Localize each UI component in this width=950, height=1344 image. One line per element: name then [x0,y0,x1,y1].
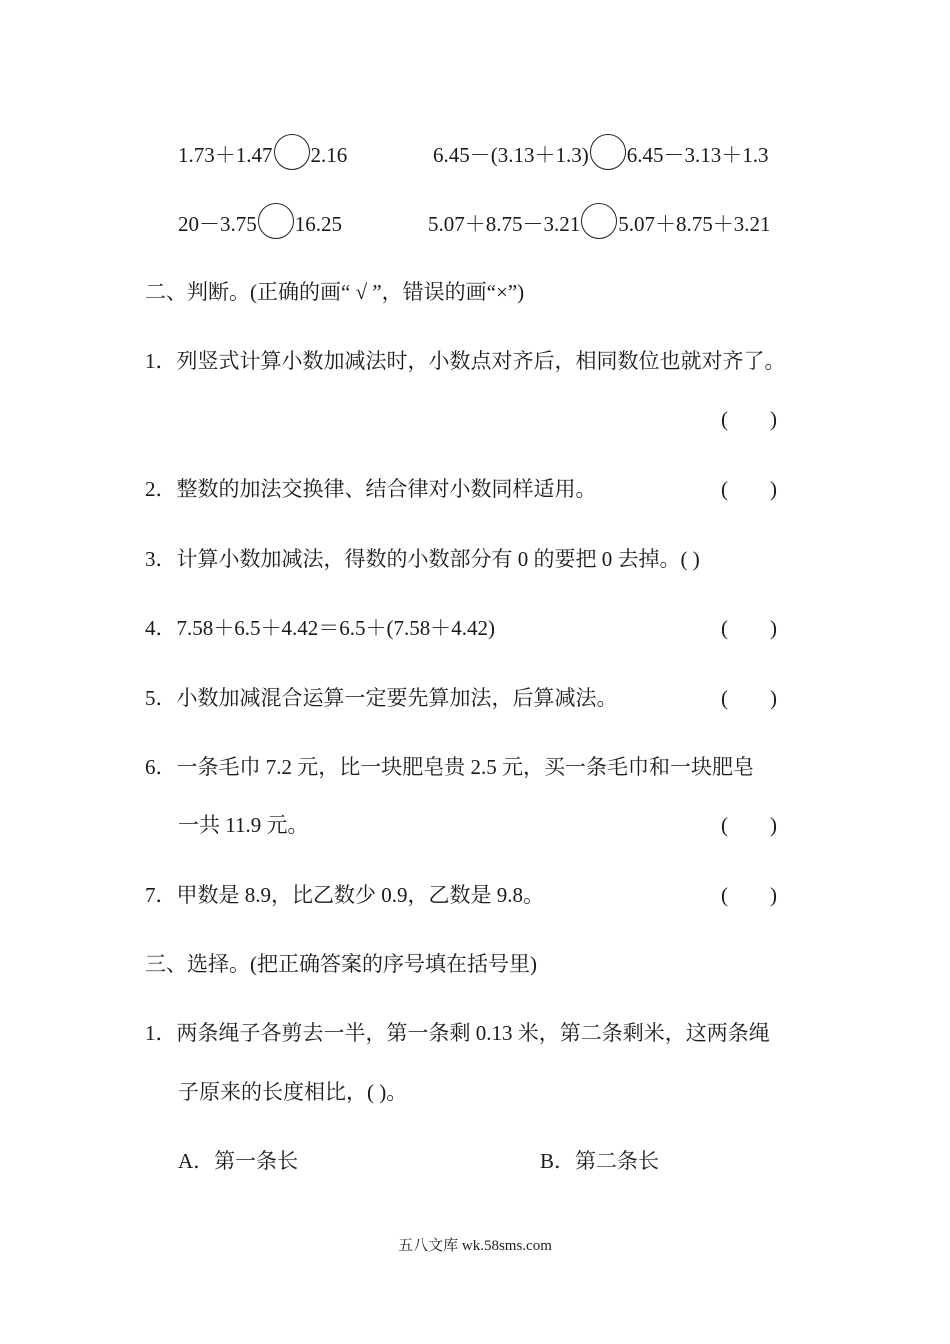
answer-paren-6[interactable]: ( ) [721,813,777,837]
answer-paren-1[interactable]: ( ) [721,407,777,431]
comparison-row2-right [428,210,771,239]
judge-item-4: 4．7.58＋6.5＋4.42＝6.5＋(7.58＋4.42) [145,616,495,640]
expr: 1.73＋1.47 [178,143,273,167]
section-heading-judge: 二、判断。(正确的画“ √ ”，错误的画“×”) [145,280,525,304]
expr: 5.07＋8.75＋3.21 [618,212,771,236]
comparison-row2-left [178,210,342,239]
compare-circle-blank [590,134,626,170]
comparison-row1-left [178,141,347,170]
choice-question-1-continued: 子原来的长度相比，( )。 [178,1080,408,1104]
judge-item-5: 5．小数加减混合运算一定要先算加法，后算减法。 [145,686,618,710]
section-heading-choice: 三、选择。(把正确答案的序号填在括号里) [145,952,537,976]
compare-circle-blank [581,203,617,239]
expr: 5.07＋8.75－3.21 [428,212,581,236]
compare-circle-blank [258,203,294,239]
judge-item-2: 2．整数的加法交换律、结合律对小数同样适用。 [145,477,597,501]
answer-paren-4[interactable]: ( ) [721,616,777,640]
judge-item-6: 6．一条毛巾 7.2 元，比一块肥皂贵 2.5 元，买一条毛巾和一块肥皂 [145,755,754,779]
answer-paren-7[interactable]: ( ) [721,883,777,907]
judge-item-7: 7．甲数是 8.9，比乙数少 0.9，乙数是 9.8。 [145,883,544,907]
compare-circle-blank [274,134,310,170]
answer-paren-5[interactable]: ( ) [721,686,777,710]
judge-item-1: 1．列竖式计算小数加减法时，小数点对齐后，相同数位也就对齐了。 [145,349,786,373]
option-a: A．第一条长 [178,1149,299,1173]
judge-item-3: 3．计算小数加减法，得数的小数部分有 0 的要把 0 去掉。( ) [145,547,700,571]
expr: 20－3.75 [178,212,257,236]
choice-question-1: 1．两条绳子各剪去一半，第一条剩 0.13 米，第二条剩米，这两条绳 [145,1021,770,1045]
expr: 6.45－(3.13＋1.3) [433,143,589,167]
comparison-row1-right [433,141,769,170]
expr: 2.16 [310,143,348,167]
judge-item-6-continued: 一共 11.9 元。 [178,813,309,837]
answer-paren-2[interactable]: ( ) [721,477,777,501]
footer-watermark: 五八文库 wk.58sms.com [398,1238,552,1254]
expr: 16.25 [294,212,342,236]
expr: 6.45－3.13＋1.3 [626,143,769,167]
option-b: B．第二条长 [540,1149,660,1173]
